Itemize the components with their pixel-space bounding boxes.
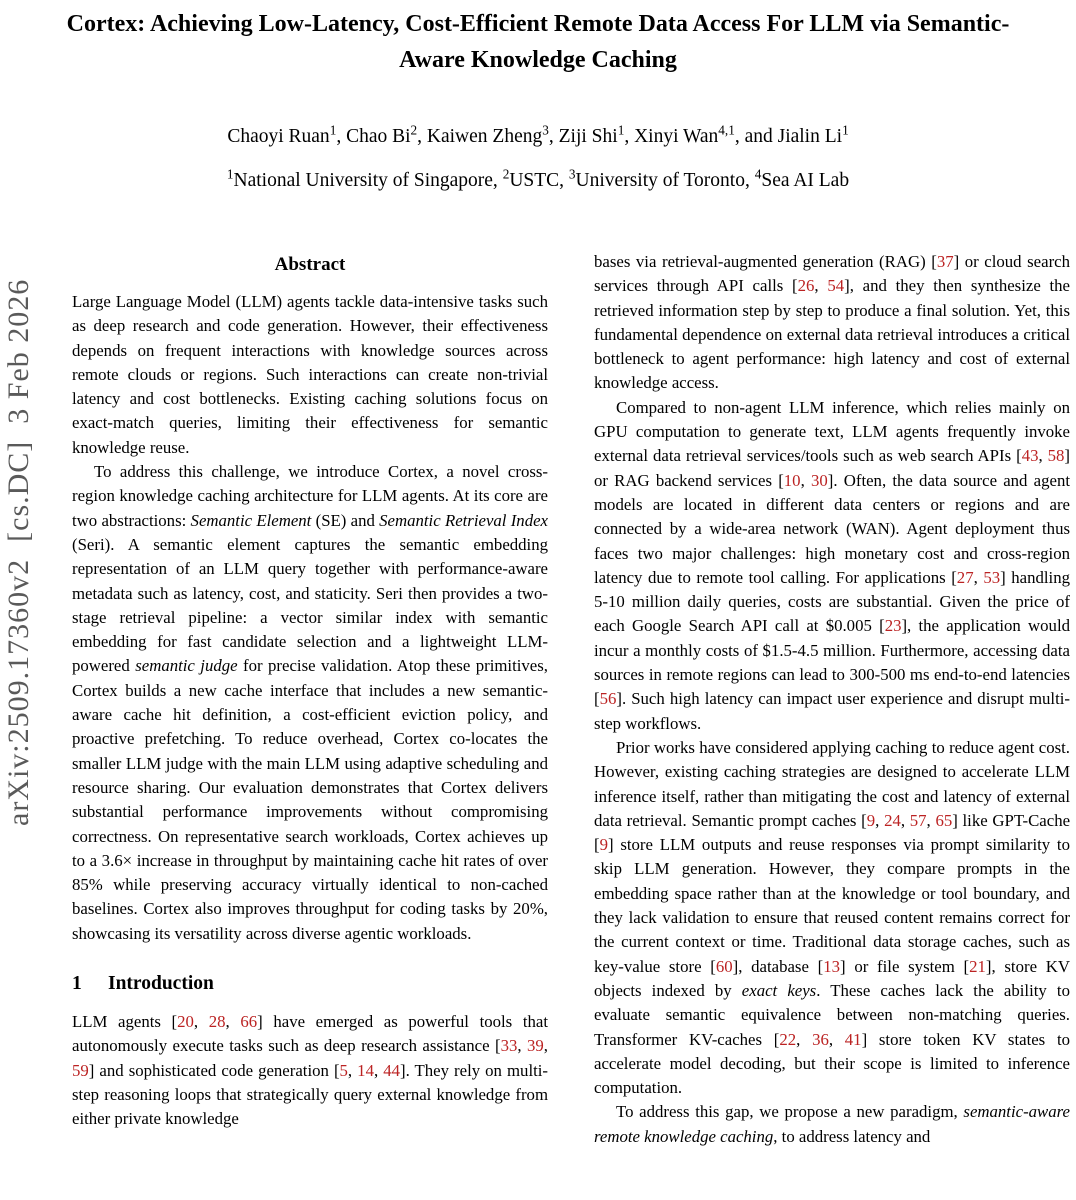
- citation-link[interactable]: 43: [1021, 446, 1039, 466]
- citation-link[interactable]: 14: [357, 1060, 374, 1080]
- citation-link[interactable]: 30: [810, 470, 828, 490]
- paragraph: To address this gap, we propose a new paradigm, semantic-aware remote knowledge caching, to address latency and: [594, 1102, 1070, 1146]
- citation-link[interactable]: 28: [208, 1012, 226, 1032]
- citation-link[interactable]: 53: [983, 567, 1001, 587]
- citation-link[interactable]: 36: [812, 1029, 829, 1049]
- section-number: 1: [72, 973, 82, 995]
- right-column: [594, 250, 1070, 1149]
- citation-link[interactable]: 56: [599, 689, 617, 709]
- section-title: Introduction: [108, 973, 214, 995]
- citation-link[interactable]: 9: [599, 835, 608, 855]
- paragraph: bases via retrieval-augmented generation (RAG) [37] or cloud search services through API calls [26, 54], and they then synthesize the retrieved information step by step to produce a final solution. Yet, this fundamental dependence on external data retrieval introduces a critical bottleneck to agent performance: high latency and cost of external knowledge access.: [594, 252, 1070, 393]
- citation-link[interactable]: 9: [866, 810, 876, 830]
- paragraph: Large Language Model (LLM) agents tackle data-intensive tasks such as deep research and code generation. However, their effectiveness depends on frequent interactions with knowledge sources across remote clouds or regions. Such interactions can create non-trivial latency and cost bottlenecks. Existing caching solutions focus on exact-match queries, limiting their effectiveness for semantic knowledge reuse.: [72, 292, 548, 457]
- citation-link[interactable]: 54: [827, 276, 845, 296]
- paragraph: Prior works have considered applying caching to reduce agent cost. However, existing caching strategies are designed to accelerate LLM inference itself, rather than mitigating the cost and latency of external data retrieval. Semantic prompt caches [9, 24, 57, 65] like GPT-Cache [9] store LLM outputs and reuse responses via prompt similarity to skip LLM generation. However, they compare prompts in the embedding space rather than at the knowledge or tool boundary, and they lack validation to ensure that reused content remains correct for the current context or time. Traditional data storage caches, such as key-value store [60], database [13] or file system [21], store KV objects indexed by exact keys. These caches lack the ability to evaluate semantic equivalence between non-matching queries. Transformer KV-caches [22, 36, 41] store token KV states to accelerate model decoding, but their scope is limited to inference computation.: [594, 737, 1071, 1098]
- left-column-blocks: [72, 290, 548, 1132]
- citation-link[interactable]: 23: [884, 616, 902, 636]
- affiliation-line: $^1$National University of Singapore, $^2$USTC, $^3$University of Toronto, $^4$Sea AI Lab: [226, 166, 850, 191]
- citation-link[interactable]: 58: [1047, 446, 1065, 466]
- paper-title: Cortex: Achieving Low-Latency, Cost-Efficient Remote Data Access For LLM via Semantic-Aware Knowledge Caching: [66, 11, 1010, 73]
- citation-link[interactable]: 21: [969, 956, 986, 976]
- citation-link[interactable]: 5: [339, 1060, 348, 1080]
- left-column: [72, 250, 548, 1149]
- paper-header: [0, 0, 1076, 192]
- two-column-body: [0, 250, 1076, 1149]
- citation-link[interactable]: 24: [884, 810, 901, 830]
- citation-link[interactable]: 41: [844, 1029, 862, 1049]
- citation-link[interactable]: 65: [935, 810, 953, 830]
- citation-link[interactable]: 10: [783, 470, 801, 490]
- citation-link[interactable]: 44: [383, 1060, 400, 1080]
- citation-link[interactable]: 27: [956, 567, 974, 587]
- author-line: Chaoyi Ruan$^1$, Chao Bi$^2$, Kaiwen Zheng$^3$, Ziji Shi$^1$, Xinyi Wan$^{4,1}$, and Jialin Li$^1$: [227, 122, 849, 147]
- abstract-heading: Abstract: [274, 254, 346, 275]
- citation-link[interactable]: 59: [72, 1060, 89, 1080]
- citation-link[interactable]: 33: [500, 1036, 518, 1056]
- citation-link[interactable]: 66: [240, 1012, 258, 1032]
- citation-link[interactable]: 57: [909, 810, 927, 830]
- citation-link[interactable]: 13: [823, 956, 841, 976]
- paragraph: LLM agents [20, 28, 66] have emerged as powerful tools that autonomously execute tasks such as deep research assistance [33, 39, 59] and sophisticated code generation [5, 14, 44]. They rely on multi-step reasoning loops that strategically query external knowledge from either private knowledge: [72, 1012, 549, 1129]
- citation-link[interactable]: 39: [527, 1036, 544, 1056]
- citation-link[interactable]: 60: [715, 956, 733, 976]
- paragraph: Compared to non-agent LLM inference, which relies mainly on GPU computation to generate text, LLM agents frequently invoke external data retrieval services/tools such as web search APIs [43, 58] or RAG backend services [10, 30]. Often, the data source and agent models are located in different data centers or regions and are connected by a wide-area network (WAN). Agent deployment thus faces two major challenges: high monetary cost and cross-region latency due to remote tool calling. For applications [27, 53] handling 5-10 million daily queries, costs are substantial. Given the price of each Google Search API call at $0.005 [23], the application would incur a monthly costs of $1.5-4.5 million. Furthermore, accessing data sources in remote regions can lead to 300-500 ms end-to-end latencies [56]. Such high latency can impact user experience and disrupt multi-step workflows.: [594, 397, 1071, 733]
- citation-link[interactable]: 20: [177, 1012, 194, 1032]
- arxiv-watermark: arXiv:2509.17360v2 [cs.DC] 3 Feb 2026: [2, 278, 35, 827]
- citation-link[interactable]: 22: [779, 1029, 797, 1049]
- right-column-blocks: [594, 250, 1070, 1149]
- citation-link[interactable]: 26: [797, 276, 815, 296]
- section-heading: [72, 973, 548, 995]
- paragraph: To address this challenge, we introduce Cortex, a novel cross-region knowledge caching architecture for LLM agents. At its core are two abstractions: Semantic Element (SE) and Semantic Retrieval Index (Seri). A semantic element captures the semantic embedding representation of an LLM query together with performance-aware metadata such as latency, cost, and staticity. Seri then provides a two-stage retrieval pipeline: a vector similar index with semantic embedding for fast candidate selection and a lightweight LLM-powered semantic judge for precise validation. Atop these primitives, Cortex builds a new cache interface that includes a new semantic-aware cache hit definition, a cost-efficient eviction policy, and proactive prefetching. To reduce overhead, Cortex co-locates the smaller LLM judge with the main LLM using adaptive scheduling and resource sharing. Our evaluation demonstrates that Cortex delivers substantial performance improvements without compromising correctness. On representative search workloads, Cortex achieves up to a 3.6× increase in throughput by maintaining cache hit rates of over 85% while preserving accuracy virtually identical to non-cached baselines. Cortex also improves throughput for coding tasks by 20%, showcasing its versatility across diverse agentic workloads.: [72, 462, 548, 943]
- citation-link[interactable]: 37: [936, 252, 954, 271]
